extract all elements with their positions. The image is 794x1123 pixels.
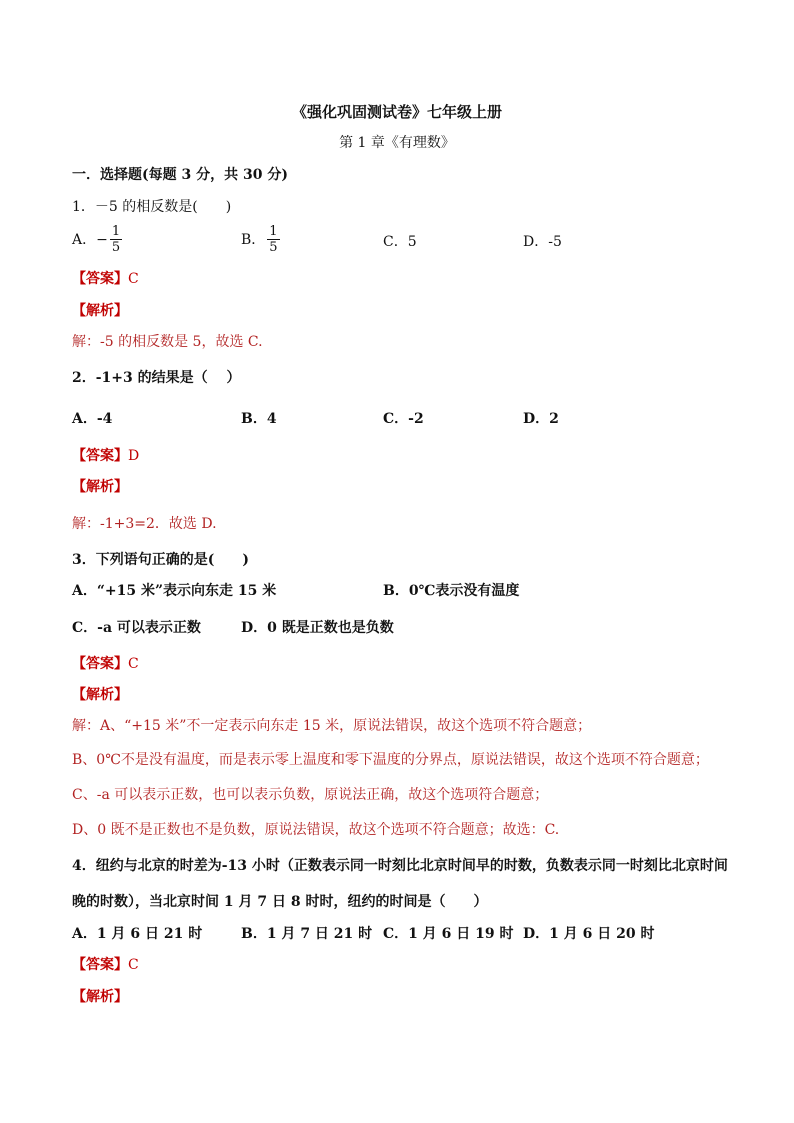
q3-analysis-line: B、0℃不是没有温度，而是表示零上温度和零下温度的分界点，原说法错误，故这个选项不符合题意； (72, 752, 709, 768)
q1-a-fraction: $\frac{1}{5}$ (111, 224, 121, 255)
q3-answer: 【答案】C (72, 656, 139, 672)
q4-answer: 【答案】C (72, 957, 139, 973)
q2-stem: 2．-1+3 的结果是（ ） (72, 370, 241, 386)
doc-subtitle: 第 1 章《有理数》 (339, 135, 455, 151)
q3-analysis-tag: 【解析】 (72, 687, 128, 703)
doc-title: 《强化巩固测试卷》七年级上册 (291, 103, 502, 121)
q4-option-b: B．1 月 7 日 21 时 (241, 926, 373, 942)
q1-option-d: D．-5 (523, 234, 562, 250)
q1-stem: 1．－5 的相反数是( ) (72, 199, 232, 215)
q3-option-c: C．-a 可以表示正数 (72, 620, 201, 636)
q1-analysis: 解：-5 的相反数是 5，故选 C. (72, 334, 263, 350)
q3-option-d: D．0 既是正数也是负数 (241, 620, 394, 636)
q4-option-a: A．1 月 6 日 21 时 (72, 926, 203, 942)
q2-option-b: B．4 (241, 411, 277, 427)
q1-b-fraction: $\frac{1}{5}$ (269, 224, 278, 255)
q3-analysis-line: D、0 既不是正数也不是负数，原说法错误，故这个选项不符合题意；故选：C. (72, 822, 560, 838)
q3-option-a: A．“+15 米”表示向东走 15 米 (72, 583, 277, 599)
q4-stem-line1: 4．纽约与北京的时差为-13 小时（正数表示同一时刻比北京时间早的时数，负数表示同一时刻比北京时间 (72, 858, 728, 874)
q1-answer: 【答案】C (72, 271, 139, 287)
q4-option-d: D．1 月 6 日 20 时 (523, 926, 655, 942)
q1-option-b: B． $\frac{1}{5}$ (241, 224, 278, 255)
q4-stem-line2: 晚的时数），当北京时间 1 月 7 日 8 时时，纽约的时间是（ ） (72, 894, 488, 910)
q2-analysis: 解：-1+3=2．故选 D. (72, 516, 217, 532)
q2-option-d: D．2 (523, 411, 559, 427)
section-heading: 一．选择题(每题 3 分，共 30 分) (72, 167, 288, 183)
q3-analysis-line: 解：A、“+15 米”不一定表示向东走 15 米，原说法错误，故这个选项不符合题意； (72, 718, 592, 734)
q3-analysis-line: C、-a 可以表示正数，也可以表示负数，原说法正确，故这个选项符合题意； (72, 787, 549, 803)
q2-answer: 【答案】D (72, 448, 140, 464)
q4-option-c: C．1 月 6 日 19 时 (383, 926, 514, 942)
q1-option-c: C．5 (383, 234, 417, 250)
q4-analysis-tag: 【解析】 (72, 989, 128, 1005)
q3-stem: 3．下列语句正确的是( ) (72, 552, 249, 568)
q1-analysis-tag: 【解析】 (72, 303, 128, 319)
q2-option-a: A．-4 (72, 411, 113, 427)
q1-option-a: A．− $\frac{1}{5}$ (72, 224, 121, 255)
q2-analysis-tag: 【解析】 (72, 479, 128, 495)
q2-option-c: C．-2 (383, 411, 424, 427)
q3-option-b: B．0℃表示没有温度 (383, 583, 520, 599)
